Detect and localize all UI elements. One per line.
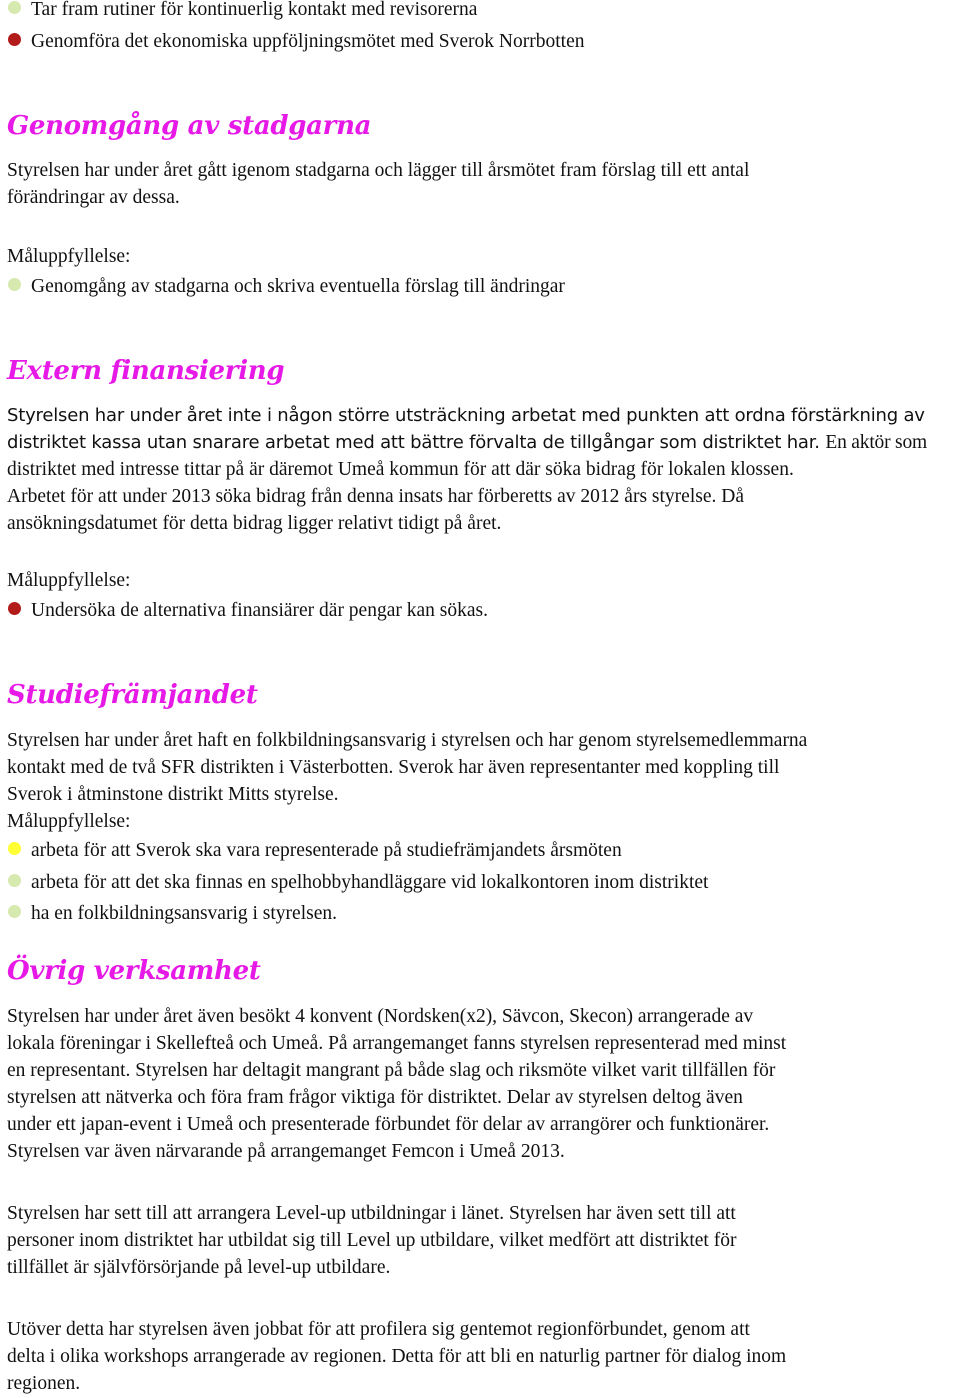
section-ovrig-paragraph-1 [7,1003,957,1165]
status-green-dot-icon [8,905,21,918]
text-line: kontakt med de två SFR distrikten i Västerbotten. Sverok har även representanter med koppling till [7,757,780,778]
text-line: en representant. Styrelsen har deltagit mangrant på både slag och riksmöte vilket varit tillfällen för [7,1060,776,1081]
text-line: distriktet med intresse tittar på är däremot Umeå kommun för att där söka bidrag för lokalen klossen. [7,459,794,480]
section-heading-studie: Studiefrämjandet [7,680,258,710]
section-heading-stadgar: Genomgång av stadgarna [7,111,372,141]
text-line: Sverok i åtminstone distrikt Mitts styrelse. [7,784,339,805]
section-heading-ovrig: Övrig verksamhet [7,956,261,986]
goal-label: Måluppfyllelse: [7,811,131,832]
text-line: tillfället är självförsörjande på level-up utbildare. [7,1257,391,1278]
section-finans-body [7,403,957,456]
status-green-dot-icon [8,278,21,291]
text-line: Styrelsen har under året gått igenom stadgarna och lägger till årsmötet fram förslag till ett antal [7,160,750,181]
section-studie-body [7,727,957,835]
text-line-tail: En aktör som [825,431,927,453]
status-yellow-dot-icon [8,842,21,855]
section-ovrig-paragraph-3 [7,1316,957,1397]
text-line [7,430,957,457]
section-heading-finans: Extern finansiering [7,356,285,386]
text-line-part: distriktet kassa utan snarare arbetat med att bättre förvalta de tillgångar som distriktet har. [7,431,820,453]
text-line: under ett japan-event i Umeå och presenterade förbundet för delar av arrangörer och funktionärer. [7,1114,770,1135]
bullet-text: ha en folkbildningsansvarig i styrelsen. [31,903,337,924]
text-line: delta i olika workshops arrangerade av regionen. Detta för att bli en naturlig partner för dialog inom [7,1346,787,1367]
bullet-item [8,838,622,864]
text-line: regionen. [7,1373,81,1394]
text-line: ansökningsdatumet för detta bidrag ligger relativt tidigt på året. [7,513,502,534]
text-line: lokala föreningar i Skellefteå och Umeå. På arrangemanget fanns styrelsen representerad med minst [7,1033,787,1054]
text-line: Utöver detta har styrelsen även jobbat för att profilera sig gentemot regionförbundet, genom att [7,1319,750,1340]
bullet-item [8,870,708,896]
status-green-dot-icon [8,874,21,887]
text-line: styrelsen att nätverka och föra fram frågor viktiga för distriktet. Delar av styrelsen deltog även [7,1087,743,1108]
text-line-part: Arbetet för att under 2013 söka bidrag från denna insats har förberetts av 2012 års styrelse. [7,486,717,507]
goal-label: Måluppfyllelse: [7,570,131,591]
text-line: förändringar av dessa. [7,187,180,208]
text-line: Styrelsen har under året inte i någon större utsträckning arbetat med punkten att ordna förstärkning av [7,405,925,426]
status-red-dot-icon [8,33,21,46]
text-line: Styrelsen var även närvarande på arrangemanget Femcon i Umeå 2013. [7,1141,565,1162]
text-line: Styrelsen har under året även besökt 4 konvent (Nordsken(x2), Sävcon, Skecon) arrangerade av [7,1006,754,1027]
bullet-text: arbeta för att det ska finnas en spelhobbyhandläggare vid lokalkontoren inom distriktet [31,872,709,893]
bullet-text: Tar fram rutiner för kontinuerlig kontakt med revisorerna [31,0,478,20]
text-line: Styrelsen har sett till att arrangera Level-up utbildningar i länet. Styrelsen har även sett till att [7,1203,736,1224]
bullet-text: Genomgång av stadgarna och skriva eventuella förslag till ändringar [31,276,565,297]
bullet-item [8,0,477,23]
text-line [7,483,957,510]
bullet-item [8,901,337,927]
bullet-text: arbeta för att Sverok ska vara representerade på studiefrämjandets årsmöten [31,840,622,861]
section-finans-body-serif [7,456,957,537]
text-line: Styrelsen har under året haft en folkbildningsansvarig i styrelsen och har genom styrelsemedlemmarna [7,730,808,751]
section-stadgar-body [7,157,957,211]
status-green-dot-icon [8,1,21,14]
text-line: personer inom distriktet har utbildat sig till Level up utbildare, vilket medfört att distriktet för [7,1230,737,1251]
bullet-item [8,598,488,624]
bullet-text: Undersöka de alternativa finansiärer där pengar kan sökas. [31,600,488,621]
bullet-text: Genomföra det ekonomiska uppföljningsmötet med Sverok Norrbotten [31,31,585,52]
bullet-item [8,29,584,55]
bullet-item [8,274,565,300]
goal-label: Måluppfyllelse: [7,246,131,267]
text-line-tail: Då [721,486,744,507]
status-red-dot-icon [8,602,21,615]
section-ovrig-paragraph-2 [7,1200,957,1281]
